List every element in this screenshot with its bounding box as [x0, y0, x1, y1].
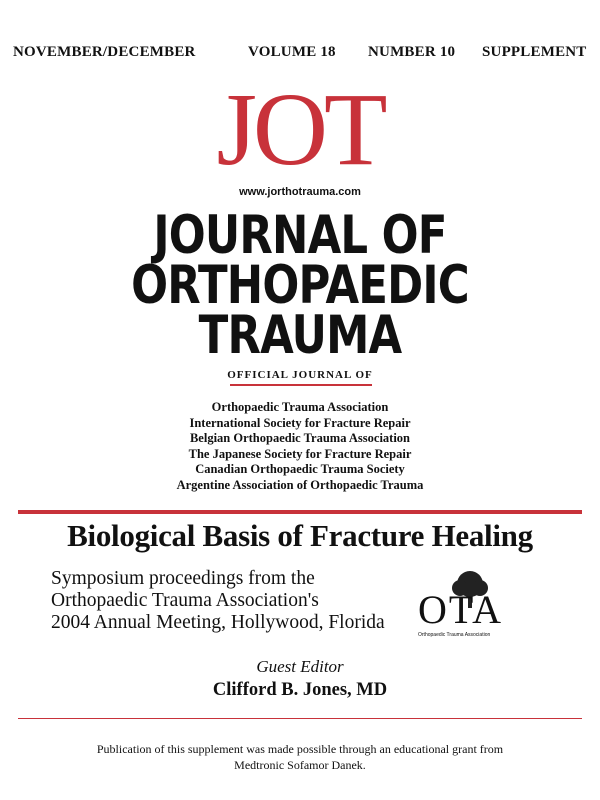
footer-line: Publication of this supplement was made possible through an educational grant from — [96, 742, 504, 756]
journal-title-line-2: ORTHOPAEDIC — [131, 255, 469, 316]
journal-title-line-3: TRAUMA — [198, 305, 402, 366]
issue-header — [0, 44, 600, 64]
guest-editor-label: Guest Editor — [256, 657, 344, 676]
sponsorship-note — [0, 741, 600, 773]
ota-logo — [418, 570, 518, 640]
society-item: Argentine Association of Orthopaedic Trauma — [176, 477, 424, 492]
symposium-line: Orthopaedic Trauma Association's — [51, 590, 319, 611]
official-underline — [230, 384, 372, 386]
official-journal-label: OFFICIAL JOURNAL OF — [227, 369, 373, 381]
societies-list — [0, 400, 600, 493]
journal-website: www.jorthotrauma.com — [239, 186, 361, 198]
issue-number: NUMBER 10 — [368, 44, 456, 60]
jot-logo: JOT — [216, 72, 384, 187]
issue-supplement: SUPPLEMENT — [482, 44, 587, 60]
guest-editor-name: Clifford B. Jones, MD — [212, 680, 388, 700]
supplement-title: Biological Basis of Fracture Healing — [67, 518, 533, 553]
issue-volume: VOLUME 18 — [248, 44, 336, 60]
section-divider — [18, 510, 582, 514]
footer-line: Medtronic Sofamor Danek. — [234, 758, 366, 772]
symposium-description — [51, 568, 385, 634]
society-item: Canadian Orthopaedic Trauma Society — [195, 462, 405, 476]
ota-caption: Orthopaedic Trauma Association — [418, 632, 491, 638]
symposium-line: Symposium proceedings from the — [51, 568, 315, 589]
journal-title-line-1: JOURNAL OF — [153, 205, 447, 266]
society-item: Orthopaedic Trauma Association — [211, 400, 389, 414]
society-item: International Society for Fracture Repair — [189, 415, 411, 430]
footer-divider — [18, 718, 582, 719]
society-item: Belgian Orthopaedic Trauma Association — [189, 431, 411, 445]
ota-letters: OTA — [418, 587, 504, 632]
society-item: The Japanese Society for Fracture Repair — [188, 446, 412, 461]
issue-date: NOVEMBER/DECEMBER — [13, 44, 196, 60]
symposium-line: 2004 Annual Meeting, Hollywood, Florida — [51, 612, 385, 633]
